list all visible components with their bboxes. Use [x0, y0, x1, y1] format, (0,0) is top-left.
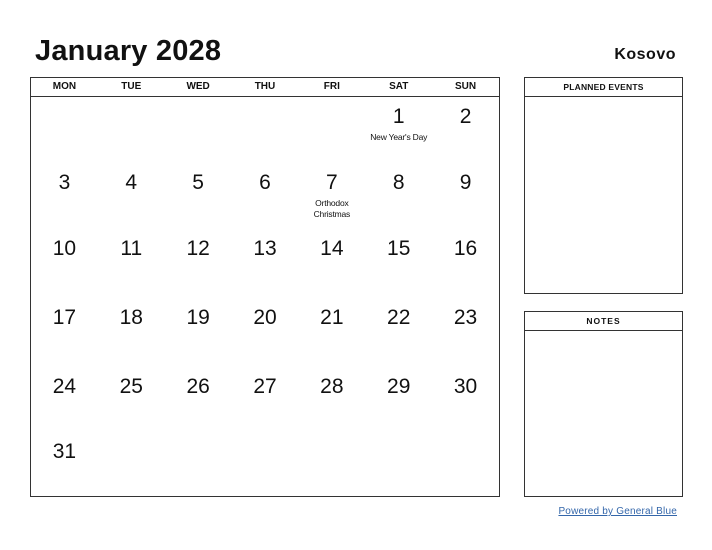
- day-cell: [165, 367, 232, 432]
- notes-panel: [524, 311, 683, 497]
- day-number: 14: [320, 237, 344, 260]
- day-cell: [432, 163, 499, 229]
- day-number: 20: [253, 306, 277, 329]
- day-cell: [232, 298, 299, 367]
- day-cell: [432, 298, 499, 367]
- day-cell: [432, 432, 499, 497]
- day-number: 23: [453, 306, 478, 329]
- holiday-label: New Year's Day: [370, 132, 428, 142]
- day-cell: [165, 432, 232, 497]
- day-cell: [432, 229, 499, 298]
- day-cell: [232, 97, 299, 163]
- day-number: 16: [453, 237, 478, 260]
- day-number: 3: [58, 171, 71, 194]
- day-number: 12: [186, 237, 210, 260]
- day-cell: [298, 367, 365, 432]
- day-cell: [232, 367, 299, 432]
- day-number: 2: [459, 105, 472, 128]
- day-cell: [98, 367, 165, 432]
- day-cell: [31, 163, 98, 229]
- day-number: 15: [387, 237, 411, 260]
- day-cell: [298, 229, 365, 298]
- weekday-sat: SAT: [389, 81, 409, 92]
- day-number: 19: [186, 306, 210, 329]
- day-cell: [365, 163, 432, 229]
- day-cell: [232, 163, 299, 229]
- day-number: 31: [52, 440, 77, 463]
- day-number: 4: [125, 171, 138, 194]
- day-cell: [298, 163, 365, 229]
- weekday-mon: MON: [52, 81, 77, 92]
- day-cell: [365, 298, 432, 367]
- day-number: 8: [392, 171, 405, 194]
- day-cell: [31, 229, 98, 298]
- day-number: 26: [186, 375, 210, 398]
- day-cell: [31, 298, 98, 367]
- day-cell: [298, 432, 365, 497]
- day-cell: [365, 367, 432, 432]
- day-number: 22: [387, 306, 411, 329]
- day-number: 24: [52, 375, 77, 398]
- planned-events-panel: [524, 77, 683, 294]
- day-cell: [232, 229, 299, 298]
- country-label: Kosovo: [614, 46, 676, 63]
- day-cell: [298, 97, 365, 163]
- day-cell: [31, 97, 98, 163]
- weekday-wed: WED: [186, 81, 210, 92]
- day-number: 9: [459, 171, 472, 194]
- planned-events-heading: PLANNED EVENTS: [525, 78, 682, 97]
- weekday-thu: THU: [254, 81, 276, 92]
- day-cell: [165, 97, 232, 163]
- day-cell: [98, 229, 165, 298]
- day-number: 13: [253, 237, 277, 260]
- day-cell: [98, 432, 165, 497]
- day-cell: [365, 97, 432, 163]
- holiday-label: Orthodox Christmas: [313, 198, 351, 219]
- day-number: 1: [392, 105, 405, 128]
- day-cell: [98, 163, 165, 229]
- powered-by-link[interactable]: Powered by General Blue: [558, 506, 677, 517]
- day-cell: [31, 367, 98, 432]
- day-number: 11: [120, 237, 143, 260]
- weekday-header-row: [31, 78, 499, 97]
- day-number: 18: [119, 306, 143, 329]
- day-cell: [165, 298, 232, 367]
- day-cell: [432, 367, 499, 432]
- day-number: 10: [52, 237, 77, 260]
- day-number: 5: [192, 171, 204, 194]
- day-number: 17: [52, 306, 77, 329]
- day-number: 7: [326, 171, 338, 194]
- calendar-grid: [30, 77, 500, 497]
- day-cell: [232, 432, 299, 497]
- day-number: 25: [119, 375, 143, 398]
- day-cell: [365, 229, 432, 298]
- day-cell: [165, 229, 232, 298]
- day-cell: [365, 432, 432, 497]
- weekday-tue: TUE: [121, 81, 142, 92]
- day-cell: [432, 97, 499, 163]
- day-cells: [31, 97, 499, 497]
- day-cell: [98, 298, 165, 367]
- day-number: 29: [387, 375, 411, 398]
- day-cell: [165, 163, 232, 229]
- day-number: 21: [320, 306, 344, 329]
- weekday-sun: SUN: [455, 81, 477, 92]
- day-number: 30: [453, 375, 478, 398]
- day-number: 28: [320, 375, 344, 398]
- day-cell: [98, 97, 165, 163]
- day-cell: [298, 298, 365, 367]
- day-number: 27: [253, 375, 277, 398]
- page-title: January 2028: [35, 35, 222, 67]
- notes-heading: NOTES: [525, 312, 682, 331]
- day-number: 6: [259, 171, 271, 194]
- weekday-fri: FRI: [323, 81, 340, 92]
- day-cell: [31, 432, 98, 497]
